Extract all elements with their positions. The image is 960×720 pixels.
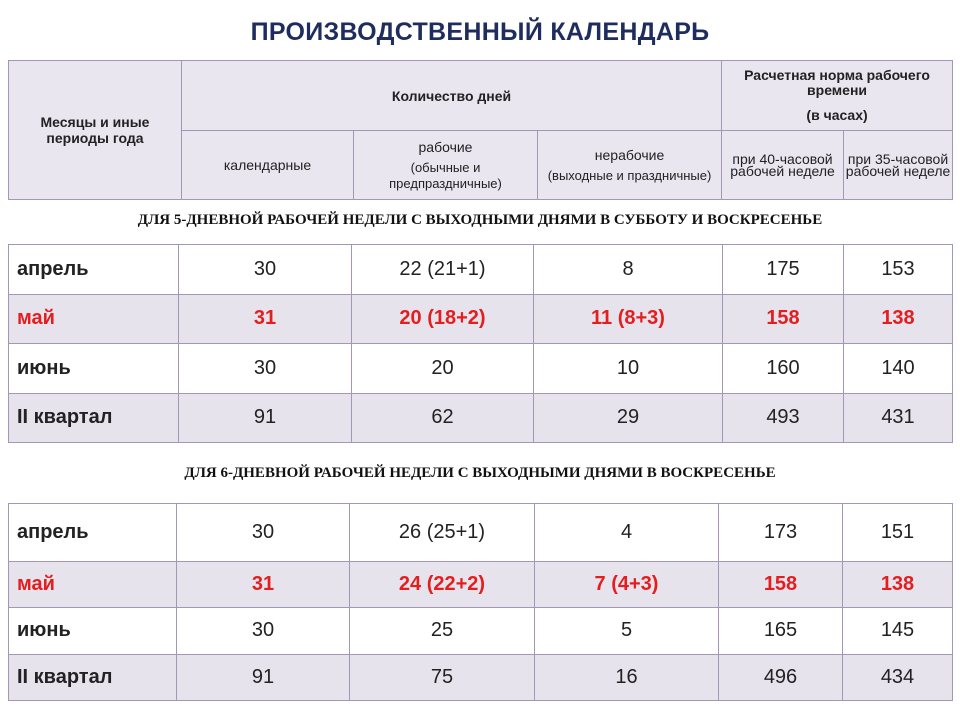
periods-header: Месяцы и иные периоды года [9,61,182,200]
nonworking-days-cell: 16 [535,654,719,700]
norm-header [722,61,953,131]
header-table [8,60,953,200]
nonworking-days-cell: 4 [535,504,719,562]
hours35-cell: 140 [844,344,953,394]
nonworking-days-cell: 8 [534,245,723,295]
row-month-name: май [9,294,179,344]
hours40-cell: 496 [719,654,843,700]
row-month-name: май [9,562,177,608]
nonworking-days-header [538,131,722,200]
calendar-days-cell: 91 [177,654,350,700]
working-days-header [354,131,538,200]
calendar-days-cell: 30 [179,344,352,394]
working-days-cell: 75 [350,654,535,700]
week35-header: при 35-часовой рабочей неделе [844,131,953,200]
nonworking-days-cell: 5 [535,608,719,654]
hours40-cell: 158 [719,562,843,608]
nonworking-note: (выходные и праздничные) [547,167,712,183]
hours40-cell: 158 [723,294,844,344]
section2-title: ДЛЯ 6-ДНЕВНОЙ РАБОЧЕЙ НЕДЕЛИ С ВЫХОДНЫМИ ДНЯМИ В ВОСКРЕСЕНЬЕ [184,465,776,481]
calendar-days-cell: 91 [179,393,352,443]
hours40-cell: 173 [719,504,843,562]
hours40-cell: 175 [723,245,844,295]
norm-title: Расчетная норма рабочего времени [744,67,930,98]
row-month-name: июнь [9,344,179,394]
norm-unit: (в часах) [806,107,868,123]
section1-title: ДЛЯ 5-ДНЕВНОЙ РАБОЧЕЙ НЕДЕЛИ С ВЫХОДНЫМИ ДНЯМИ В СУББОТУ И ВОСКРЕСЕНЬЕ [137,212,823,228]
hours35-cell: 138 [843,562,953,608]
calendar-days-header: календарные [182,131,354,200]
row-quarter-name: II квартал [9,654,177,700]
nonworking-days-cell: 10 [534,344,723,394]
hours35-cell: 434 [843,654,953,700]
working-days-cell: 20 [352,344,534,394]
working-days-cell: 22 (21+1) [352,245,534,295]
week40-header: при 40-часовой рабочей неделе [722,131,844,200]
working-days-cell: 62 [352,393,534,443]
row-month-name: апрель [9,245,179,295]
working-note: (обычные и предпраздничные) [389,159,502,191]
working-days-cell: 26 (25+1) [350,504,535,562]
calendar-days-cell: 31 [177,562,350,608]
hours35-cell: 153 [844,245,953,295]
nonworking-days-cell: 7 (4+3) [535,562,719,608]
calendar-days-cell: 30 [177,504,350,562]
hours40-cell: 493 [723,393,844,443]
calendar-days-cell: 30 [179,245,352,295]
nonworking-label: нерабочие [594,146,665,163]
row-quarter-name: II квартал [9,393,179,443]
five-day-week-table [8,244,953,443]
working-days-cell: 24 (22+2) [350,562,535,608]
nonworking-days-cell: 11 (8+3) [534,294,723,344]
working-days-cell: 25 [350,608,535,654]
six-day-week-table [8,503,953,701]
nonworking-days-cell: 29 [534,393,723,443]
page-title: ПРОИЗВОДСТВЕННЫЙ КАЛЕНДАРЬ [250,18,710,46]
hours35-cell: 138 [844,294,953,344]
row-month-name: июнь [9,608,177,654]
row-month-name: апрель [9,504,177,562]
hours40-cell: 160 [723,344,844,394]
calendar-days-cell: 30 [177,608,350,654]
hours40-cell: 165 [719,608,843,654]
days-count-header: Количество дней [182,61,722,131]
working-label: рабочие [418,138,473,155]
calendar-days-cell: 31 [179,294,352,344]
hours35-cell: 145 [843,608,953,654]
working-days-cell: 20 (18+2) [352,294,534,344]
hours35-cell: 151 [843,504,953,562]
hours35-cell: 431 [844,393,953,443]
